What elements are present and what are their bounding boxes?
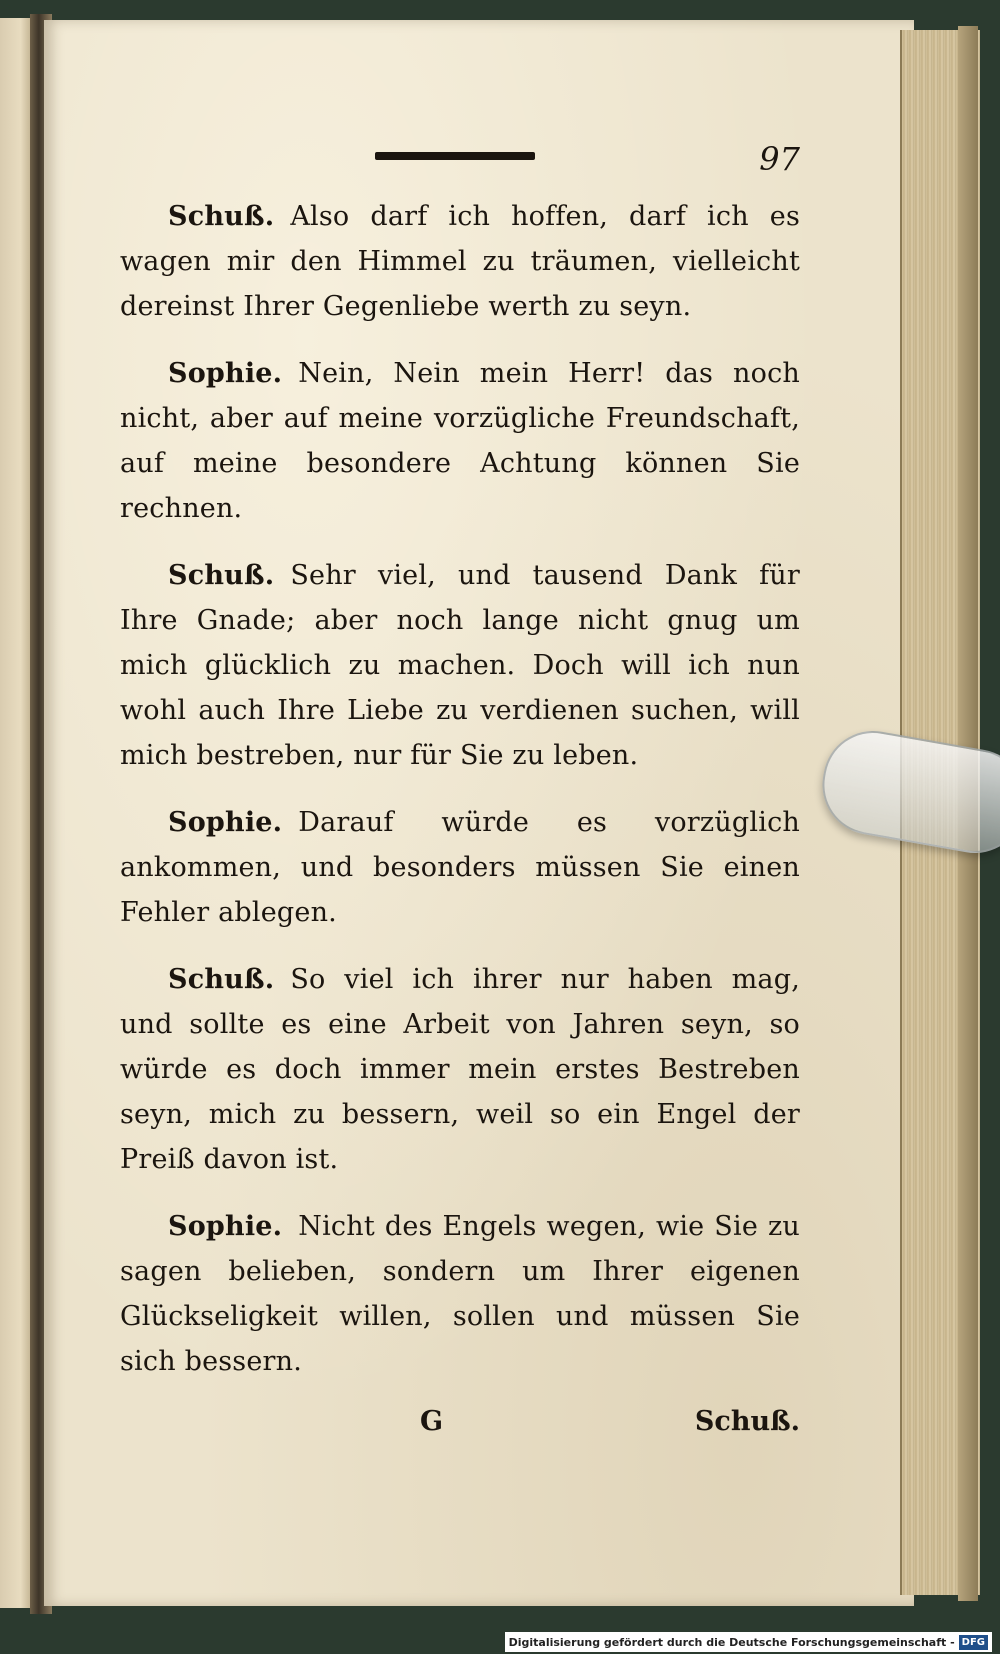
- page-header: [120, 140, 800, 186]
- dialogue-text: So viel ich ihrer nur haben mag, und sollte es eine Arbeit von Jahren seyn, so würde es doch immer mein erstes Bestreben seyn, mich zu bessern, weil so ein Engel der Preiß davon ist.: [120, 964, 800, 1175]
- dialogue-paragraph: [120, 351, 800, 531]
- speaker-name: Schuß.: [168, 560, 275, 591]
- speaker-name: Schuß.: [168, 201, 275, 232]
- dialogue-paragraph: [120, 800, 800, 935]
- dialogue-paragraph: [120, 957, 800, 1182]
- dialogue-text: Also darf ich hoffen, darf ich es wagen mir den Himmel zu träumen, vielleicht dereinst Ihrer Gegenliebe werth zu seyn.: [120, 201, 800, 322]
- page-footer: [120, 1406, 800, 1451]
- page-text-block: [120, 140, 800, 1451]
- page-number: 97: [759, 140, 800, 178]
- header-rule: [375, 152, 535, 160]
- dialogue-text: Sehr viel, und tausend Dank für Ihre Gnade; aber noch lange nicht gnug um mich glücklich zu machen. Doch will ich nun wohl auch Ihre Liebe zu verdienen suchen, will mich bestreben, nur für Sie zu leben.: [120, 560, 800, 771]
- dialogue-paragraph: [120, 1204, 800, 1384]
- dialogue-paragraph: [120, 553, 800, 778]
- speaker-name: Schuß.: [168, 964, 275, 995]
- dialogue-paragraph: [120, 194, 800, 329]
- dialogue-text: Nicht des Engels wegen, wie Sie zu sagen belieben, sondern um Ihrer eigenen Glückseligkeit willen, sollen und müssen Sie sich bessern.: [120, 1211, 800, 1377]
- dialogue-text: Darauf würde es vorzüglich ankommen, und besonders müssen Sie einen Fehler ablegen.: [120, 807, 800, 928]
- digitization-credit: [505, 1632, 992, 1652]
- speaker-name: Sophie.: [168, 807, 283, 838]
- signature-mark: G: [420, 1406, 444, 1437]
- catchword: Schuß.: [694, 1406, 800, 1437]
- speaker-name: Sophie.: [168, 358, 283, 389]
- dfg-logo: DFG: [959, 1635, 988, 1650]
- credit-text: Digitalisierung gefördert durch die Deutsche Forschungsgemeinschaft -: [508, 1635, 955, 1649]
- left-page-edge: [0, 18, 34, 1608]
- dialogue-text: Nein, Nein mein Herr! das noch nicht, aber auf meine vorzügliche Freundschaft, auf meine besondere Achtung können Sie rechnen.: [120, 358, 800, 524]
- speaker-name: Sophie.: [168, 1211, 283, 1242]
